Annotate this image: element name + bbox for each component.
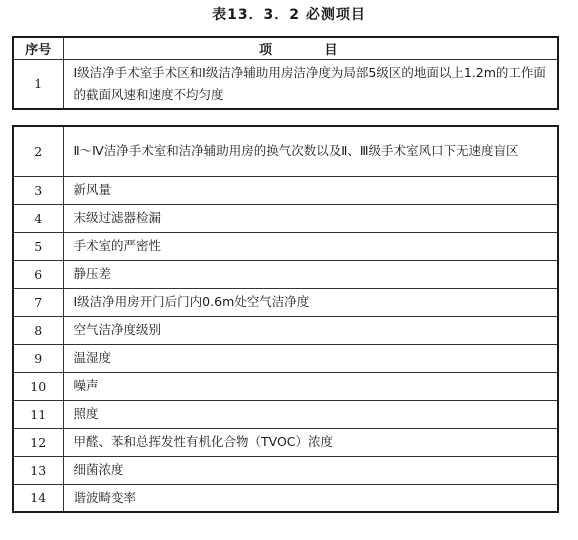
row-item: 静压差 — [63, 260, 558, 288]
row-item: 谐波畸变率 — [63, 484, 558, 512]
row-number: 12 — [13, 428, 63, 456]
table-row — [13, 232, 558, 260]
table-row — [13, 456, 558, 484]
row-item: 手术室的严密性 — [63, 232, 558, 260]
row-item: 空气洁净度级别 — [63, 316, 558, 344]
table-row — [13, 288, 558, 316]
row-number: 9 — [13, 344, 63, 372]
row-item: 噪声 — [63, 372, 558, 400]
table-row — [13, 59, 558, 109]
row-number: 11 — [13, 400, 63, 428]
row-number: 10 — [13, 372, 63, 400]
row-number: 1 — [13, 59, 63, 109]
table-row — [13, 176, 558, 204]
table-row — [13, 484, 558, 512]
header-item: 项 目 — [63, 37, 558, 59]
row-item: 照度 — [63, 400, 558, 428]
table-row — [13, 316, 558, 344]
table-row — [13, 344, 558, 372]
table-row — [13, 400, 558, 428]
row-number: 5 — [13, 232, 63, 260]
row-number: 13 — [13, 456, 63, 484]
table-row — [13, 428, 558, 456]
table-row — [13, 260, 558, 288]
table-row — [13, 126, 558, 176]
row-item: 末级过滤器检漏 — [63, 204, 558, 232]
required-items-table-part-1 — [12, 36, 559, 110]
row-number: 7 — [13, 288, 63, 316]
row-item: Ⅱ～Ⅳ洁净手术室和洁净辅助用房的换气次数以及Ⅱ、Ⅲ级手术室风口下无速度盲区 — [63, 126, 558, 176]
row-item: 新风量 — [63, 176, 558, 204]
row-item: 细菌浓度 — [63, 456, 558, 484]
row-item: Ⅰ级洁净用房开门后门内0.6m处空气洁净度 — [63, 288, 558, 316]
row-number: 14 — [13, 484, 63, 512]
row-number: 3 — [13, 176, 63, 204]
row-item: 甲醛、苯和总挥发性有机化合物（TVOC）浓度 — [63, 428, 558, 456]
row-number: 2 — [13, 126, 63, 176]
required-items-table-part-2 — [12, 125, 559, 513]
table-row — [13, 204, 558, 232]
row-number: 6 — [13, 260, 63, 288]
row-number: 4 — [13, 204, 63, 232]
row-number: 8 — [13, 316, 63, 344]
table-header-row — [13, 37, 558, 59]
table-row — [13, 372, 558, 400]
row-item: 温湿度 — [63, 344, 558, 372]
header-serial-number: 序号 — [13, 37, 63, 59]
row-item: Ⅰ级洁净手术室手术区和Ⅰ级洁净辅助用房洁净度为局部5级区的地面以上1.2m的工作面的截面风速和速度不均匀度 — [63, 59, 558, 109]
table-title: 表13．3．2 必测项目 — [212, 7, 366, 23]
